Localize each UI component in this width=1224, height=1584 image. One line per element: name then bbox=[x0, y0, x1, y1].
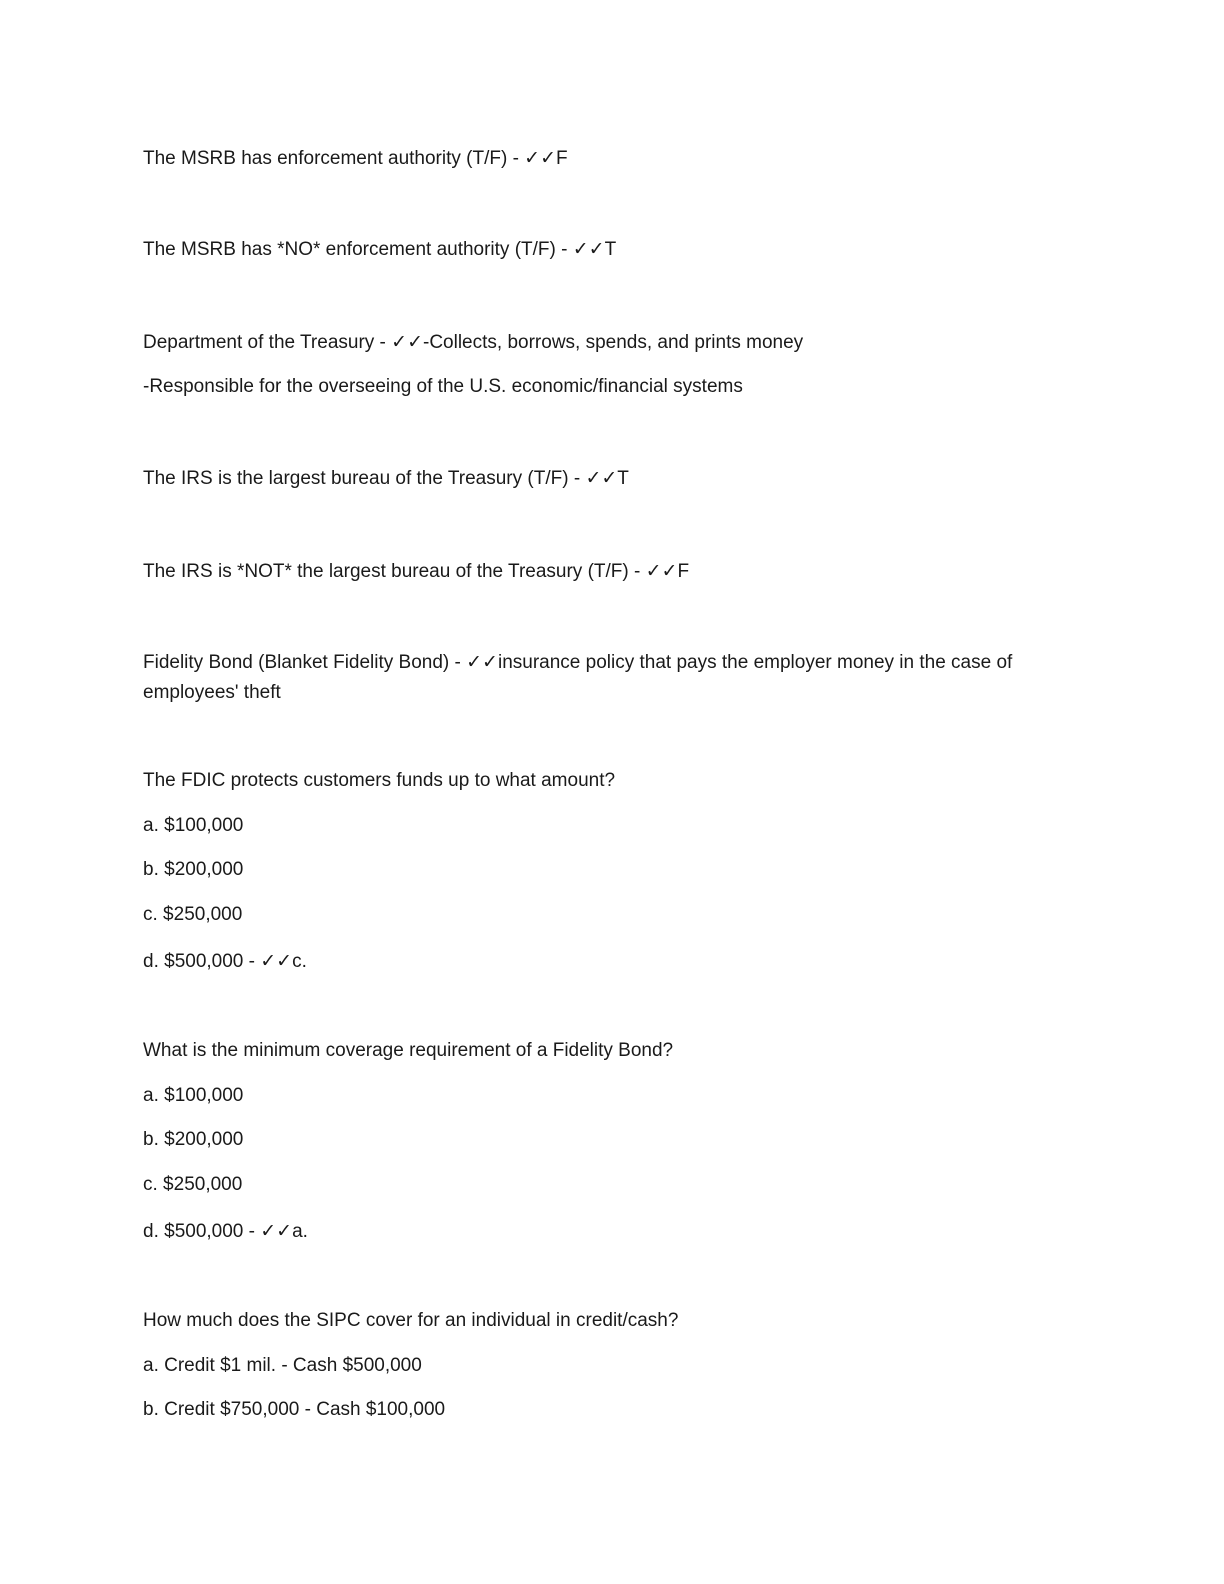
sipc-question: How much does the SIPC cover for an individual in credit/cash? bbox=[143, 1310, 679, 1331]
treasury-definition: Department of the Treasury - ✓✓-Collects, borrows, spends, and prints money bbox=[143, 332, 804, 353]
fidelity-bond-definition: Fidelity Bond (Blanket Fidelity Bond) - ✓✓insurance policy that pays the employer money in the case of employees' theft bbox=[143, 652, 1013, 703]
fdic-option-d-answer: d. $500,000 - ✓✓c. bbox=[143, 951, 307, 972]
msrb-enforcement-true-false: The MSRB has enforcement authority (T/F) - ✓✓F bbox=[143, 148, 568, 169]
fidelity-bond-option-a: a. $100,000 bbox=[143, 1085, 244, 1106]
sipc-option-b: b. Credit $750,000 - Cash $100,000 bbox=[143, 1399, 446, 1420]
fdic-option-c: c. $250,000 bbox=[143, 904, 243, 925]
msrb-no-enforcement-true-false: The MSRB has *NO* enforcement authority (T/F) - ✓✓T bbox=[143, 239, 617, 260]
fdic-option-b: b. $200,000 bbox=[143, 859, 244, 880]
fidelity-bond-option-b: b. $200,000 bbox=[143, 1129, 244, 1150]
irs-largest-bureau-true-false: The IRS is the largest bureau of the Treasury (T/F) - ✓✓T bbox=[143, 468, 629, 489]
treasury-definition-continued: -Responsible for the overseeing of the U.S. economic/financial systems bbox=[143, 376, 743, 397]
sipc-option-a: a. Credit $1 mil. - Cash $500,000 bbox=[143, 1355, 422, 1376]
fidelity-bond-option-c: c. $250,000 bbox=[143, 1174, 243, 1195]
fdic-question: The FDIC protects customers funds up to what amount? bbox=[143, 770, 616, 791]
fidelity-bond-option-d-answer: d. $500,000 - ✓✓a. bbox=[143, 1221, 308, 1242]
fdic-option-a: a. $100,000 bbox=[143, 815, 244, 836]
irs-not-largest-bureau-true-false: The IRS is *NOT* the largest bureau of the Treasury (T/F) - ✓✓F bbox=[143, 561, 690, 582]
fidelity-bond-question: What is the minimum coverage requirement of a Fidelity Bond? bbox=[143, 1040, 674, 1061]
